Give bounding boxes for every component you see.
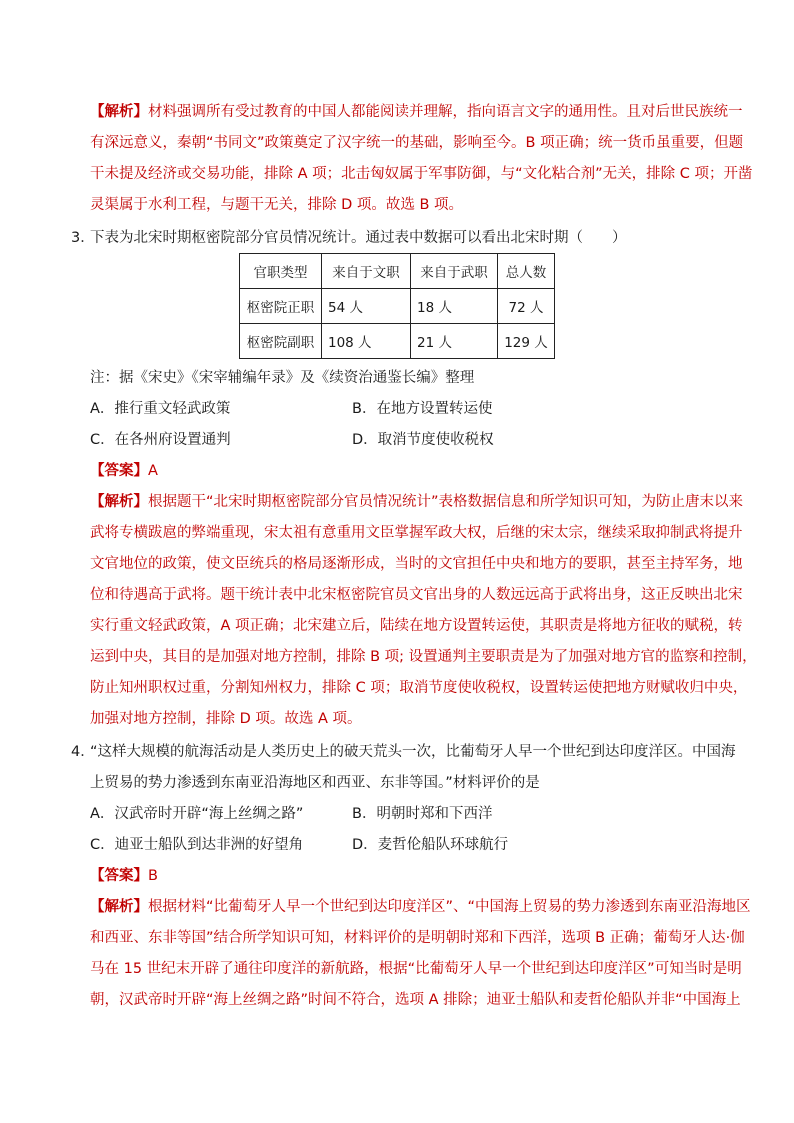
table-cell: 108 人 xyxy=(322,324,411,359)
table-header-cell: 官职类型 xyxy=(240,254,322,289)
table-cell: 54 人 xyxy=(322,289,411,324)
q3-option-c[interactable]: C．在各州府设置通判 xyxy=(90,432,231,448)
q4-option-b[interactable]: B．明朝时郑和下西洋 xyxy=(352,806,493,822)
q2-analysis-line-4: 灵渠属于水利工程，与题干无关，排除 D 项。故选 B 项。 xyxy=(90,197,464,213)
table-row xyxy=(240,324,555,359)
q3-option-a[interactable]: A．推行重文轻武政策 xyxy=(90,401,231,417)
table-header-cell: 总人数 xyxy=(498,254,555,289)
q3-table-note: 注：据《宋史》《宋宰辅编年录》及《续资治通鉴长编》整理 xyxy=(90,370,475,386)
q3-stem: 下表为北宋时期枢密院部分官员情况统计。通过表中数据可以看出北宋时期（ ） xyxy=(90,230,627,246)
q2-analysis-line-1: 【解析】材料强调所有受过教育的中国人都能阅读并理解，指向语言文字的通用性。且对后世民族统一 xyxy=(90,104,743,120)
q4-option-a[interactable]: A．汉武帝时开辟“海上丝绸之路” xyxy=(90,806,304,822)
q4-option-c[interactable]: C．迪亚士船队到达非洲的好望角 xyxy=(90,837,304,853)
officials-table xyxy=(239,253,555,359)
q3-analysis-line-8: 加强对地方控制，排除 D 项。故选 A 项。 xyxy=(90,711,362,727)
q3-answer: 【答案】A xyxy=(90,463,158,479)
q4-analysis-line-3: 马在 15 世纪末开辟了通往印度洋的新航路，根据“比葡萄牙人早一个世纪到达印度洋区”可知当时是明 xyxy=(90,961,742,977)
q3-analysis-line-2: 武将专横跋扈的弊端重现，宋太祖有意重用文臣掌握军政大权，后继的宋太宗，继续采取抑制武将提升 xyxy=(90,525,743,541)
q4-stem-line-2: 上贸易的势力渗透到东南亚沿海地区和西亚、东非等国。”材料评价的是 xyxy=(90,775,540,791)
q4-option-d[interactable]: D．麦哲伦船队环球航行 xyxy=(352,837,509,853)
table-cell: 枢密院正职 xyxy=(240,289,322,324)
table-cell: 21 人 xyxy=(411,324,498,359)
analysis-tag: 【解析】 xyxy=(90,104,148,120)
q4-stem-line-1: “这样大规模的航海活动是人类历史上的破天荒头一次，比葡萄牙人早一个世纪到达印度洋区。中国海 xyxy=(90,744,736,760)
q4-number: 4． xyxy=(71,744,95,760)
q3-analysis-line-3: 文官地位的政策，使文臣统兵的格局逐渐形成，当时的文官担任中央和地方的要职，甚至主持军务，地 xyxy=(90,556,743,572)
q3-analysis-line-4: 位和待遇高于武将。题干统计表中北宋枢密院官员文官出身的人数远远高于武将出身，这正反映出北宋 xyxy=(90,587,743,603)
q3-analysis-line-1: 【解析】根据题干“北宋时期枢密院部分官员情况统计”表格数据信息和所学知识可知，为防止唐末以来 xyxy=(90,494,744,510)
table-cell: 72 人 xyxy=(498,289,555,324)
table-cell: 枢密院副职 xyxy=(240,324,322,359)
table-cell: 129 人 xyxy=(498,324,555,359)
q3-analysis-line-5: 实行重文轻武政策，A 项正确；北宋建立后，陆续在地方设置转运使，其职责是将地方征收的赋税，转 xyxy=(90,618,743,634)
table-header-cell: 来自于文职 xyxy=(322,254,411,289)
q4-analysis-line-4: 朝，汉武帝时开辟“海上丝绸之路”时间不符合，选项 A 排除；迪亚士船队和麦哲伦船队并非“中国海上 xyxy=(90,992,741,1008)
q4-analysis-line-2: 和西亚、东非等国”结合所学知识可知，材料评价的是明朝时郑和下西洋，选项 B 正确；葡萄牙人达·伽 xyxy=(90,930,745,946)
q3-option-d[interactable]: D．取消节度使收税权 xyxy=(352,432,494,448)
q3-analysis-line-6: 运到中央，其目的是加强对地方控制，排除 B 项; 设置通判主要职责是为了加强对地方官的监察和控制， xyxy=(90,649,757,665)
q4-analysis-line-1: 【解析】根据材料“比葡萄牙人早一个世纪到达印度洋区”、“中国海上贸易的势力渗透到东南亚沿海地区 xyxy=(90,899,751,915)
q3-option-b[interactable]: B．在地方设置转运使 xyxy=(352,401,493,417)
table-cell: 18 人 xyxy=(411,289,498,324)
table-row xyxy=(240,289,555,324)
q2-analysis-line-3: 干未提及经济或交易功能，排除 A 项；北击匈奴属于军事防御，与“文化粘合剂”无关，排除 C 项；开凿 xyxy=(90,166,753,182)
q2-analysis-line-2: 有深远意义，秦朝“书同文”政策奠定了汉字统一的基础，影响至今。B 项正确；统一货币虽重要，但题 xyxy=(90,135,744,151)
q3-analysis-line-7: 防止知州职权过重，分割知州权力，排除 C 项；取消节度使收税权，设置转运使把地方财赋收归中央， xyxy=(90,680,748,696)
q3-number: 3． xyxy=(71,230,95,246)
q4-answer: 【答案】B xyxy=(90,868,158,884)
table-header-cell: 来自于武职 xyxy=(411,254,498,289)
table-header-row xyxy=(240,254,555,289)
